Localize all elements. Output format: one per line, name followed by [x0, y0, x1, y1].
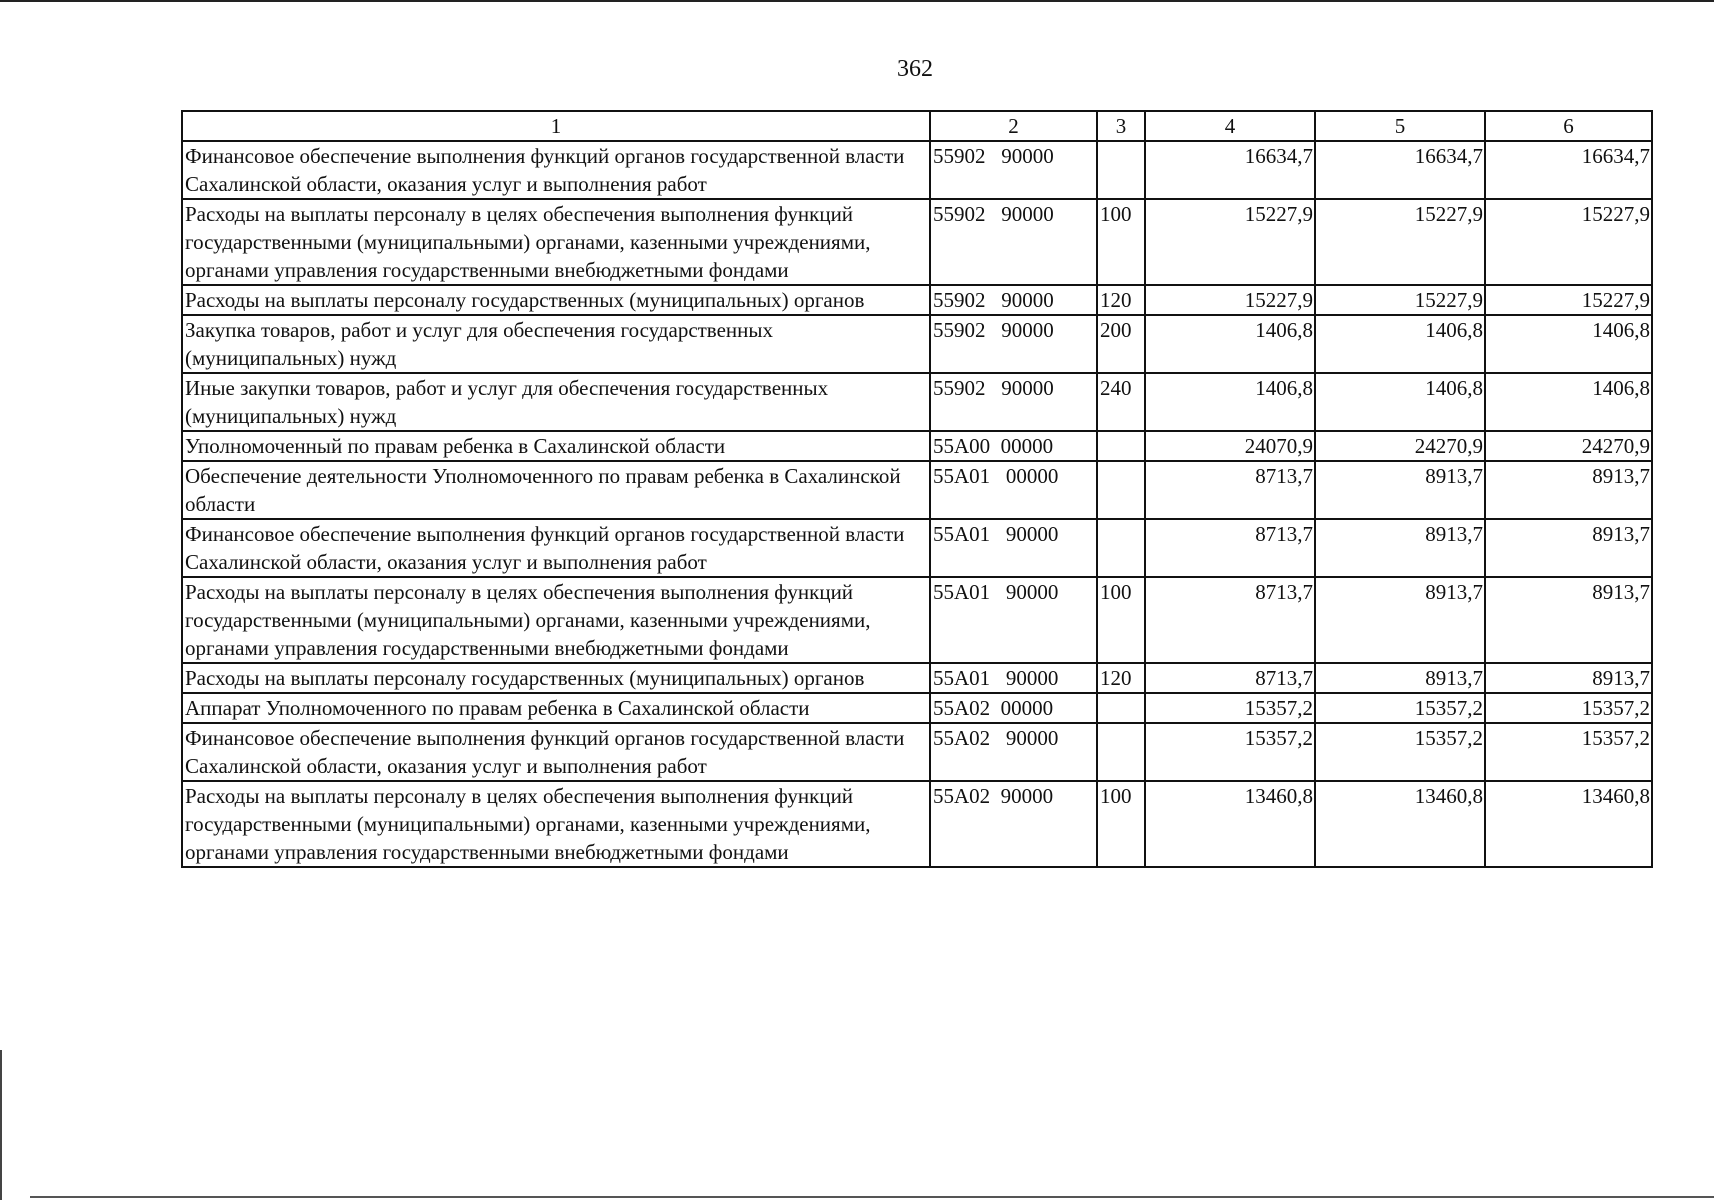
- row-code: 55A01 90000: [930, 519, 1097, 577]
- row-value-col4: 8713,7: [1145, 577, 1315, 663]
- page-border-left: [0, 1050, 2, 1200]
- row-value-col4: 24070,9: [1145, 431, 1315, 461]
- row-value-col5: 1406,8: [1315, 315, 1485, 373]
- row-value-col5: 8913,7: [1315, 663, 1485, 693]
- row-value-col4: 15357,2: [1145, 693, 1315, 723]
- row-expense-type: 100: [1097, 781, 1145, 867]
- table-header-row: [182, 111, 1652, 141]
- row-code: 55A01 90000: [930, 577, 1097, 663]
- row-value-col6: 16634,7: [1485, 141, 1652, 199]
- row-value-col5: 8913,7: [1315, 519, 1485, 577]
- row-value-col5: 8913,7: [1315, 461, 1485, 519]
- row-value-col5: 1406,8: [1315, 373, 1485, 431]
- row-value-col6: 8913,7: [1485, 461, 1652, 519]
- table-row: [182, 141, 1652, 199]
- row-value-col4: 15227,9: [1145, 285, 1315, 315]
- header-col-2: 2: [930, 111, 1097, 141]
- row-name: Расходы на выплаты персоналу государственных (муниципальных) органов: [182, 663, 930, 693]
- page-border-bottom: [30, 1196, 1714, 1198]
- page-border-top: [0, 0, 1714, 2]
- table-row: [182, 781, 1652, 867]
- row-value-col6: 8913,7: [1485, 577, 1652, 663]
- row-expense-type: [1097, 141, 1145, 199]
- row-code: 55902 90000: [930, 373, 1097, 431]
- table-row: [182, 315, 1652, 373]
- row-value-col5: 15227,9: [1315, 285, 1485, 315]
- row-value-col4: 16634,7: [1145, 141, 1315, 199]
- table-row: [182, 461, 1652, 519]
- row-code: 55A02 90000: [930, 781, 1097, 867]
- row-name: Расходы на выплаты персоналу в целях обеспечения выполнения функций государственными (муниципальными) органами, казенными учреждениями, органами управления государственными внебюджетными фондами: [182, 577, 930, 663]
- row-value-col5: 15357,2: [1315, 723, 1485, 781]
- row-value-col5: 15357,2: [1315, 693, 1485, 723]
- table-row: [182, 693, 1652, 723]
- row-value-col4: 1406,8: [1145, 315, 1315, 373]
- row-name: Аппарат Уполномоченного по правам ребенка в Сахалинской области: [182, 693, 930, 723]
- row-value-col6: 15227,9: [1485, 285, 1652, 315]
- row-code: 55902 90000: [930, 199, 1097, 285]
- row-name: Иные закупки товаров, работ и услуг для обеспечения государственных (муниципальных) нужд: [182, 373, 930, 431]
- row-value-col5: 15227,9: [1315, 199, 1485, 285]
- row-expense-type: [1097, 431, 1145, 461]
- row-expense-type: 240: [1097, 373, 1145, 431]
- row-value-col6: 8913,7: [1485, 519, 1652, 577]
- row-value-col4: 8713,7: [1145, 461, 1315, 519]
- row-value-col6: 13460,8: [1485, 781, 1652, 867]
- row-value-col6: 15357,2: [1485, 723, 1652, 781]
- row-name: Финансовое обеспечение выполнения функций органов государственной власти Сахалинской области, оказания услуг и выполнения работ: [182, 141, 930, 199]
- row-code: 55A01 00000: [930, 461, 1097, 519]
- row-name: Расходы на выплаты персоналу в целях обеспечения выполнения функций государственными (муниципальными) органами, казенными учреждениями, органами управления государственными внебюджетными фондами: [182, 199, 930, 285]
- header-col-1: 1: [182, 111, 930, 141]
- row-code: 55902 90000: [930, 315, 1097, 373]
- row-value-col4: 15357,2: [1145, 723, 1315, 781]
- table-row: [182, 431, 1652, 461]
- row-expense-type: 120: [1097, 285, 1145, 315]
- row-expense-type: [1097, 461, 1145, 519]
- row-expense-type: 120: [1097, 663, 1145, 693]
- row-code: 55A01 90000: [930, 663, 1097, 693]
- row-value-col5: 13460,8: [1315, 781, 1485, 867]
- table-row: [182, 373, 1652, 431]
- table-row: [182, 199, 1652, 285]
- row-value-col6: 1406,8: [1485, 373, 1652, 431]
- row-code: 55902 90000: [930, 141, 1097, 199]
- row-name: Финансовое обеспечение выполнения функций органов государственной власти Сахалинской области, оказания услуг и выполнения работ: [182, 723, 930, 781]
- row-value-col5: 16634,7: [1315, 141, 1485, 199]
- table-row: [182, 723, 1652, 781]
- row-code: 55A00 00000: [930, 431, 1097, 461]
- row-value-col5: 24270,9: [1315, 431, 1485, 461]
- row-expense-type: [1097, 519, 1145, 577]
- row-name: Закупка товаров, работ и услуг для обеспечения государственных (муниципальных) нужд: [182, 315, 930, 373]
- row-name: Финансовое обеспечение выполнения функций органов государственной власти Сахалинской области, оказания услуг и выполнения работ: [182, 519, 930, 577]
- row-value-col6: 8913,7: [1485, 663, 1652, 693]
- row-value-col4: 15227,9: [1145, 199, 1315, 285]
- budget-table: [181, 110, 1653, 868]
- row-value-col4: 8713,7: [1145, 519, 1315, 577]
- row-value-col6: 15357,2: [1485, 693, 1652, 723]
- row-expense-type: [1097, 723, 1145, 781]
- row-expense-type: [1097, 693, 1145, 723]
- row-value-col4: 13460,8: [1145, 781, 1315, 867]
- row-value-col4: 1406,8: [1145, 373, 1315, 431]
- row-name: Расходы на выплаты персоналу в целях обеспечения выполнения функций государственными (муниципальными) органами, казенными учреждениями, органами управления государственными внебюджетными фондами: [182, 781, 930, 867]
- header-col-4: 4: [1145, 111, 1315, 141]
- table-row: [182, 285, 1652, 315]
- row-value-col6: 24270,9: [1485, 431, 1652, 461]
- row-name: Обеспечение деятельности Уполномоченного по правам ребенка в Сахалинской области: [182, 461, 930, 519]
- table-row: [182, 577, 1652, 663]
- row-value-col5: 8913,7: [1315, 577, 1485, 663]
- page-number: 362: [897, 56, 933, 82]
- table-row: [182, 663, 1652, 693]
- row-code: 55A02 00000: [930, 693, 1097, 723]
- header-col-6: 6: [1485, 111, 1652, 141]
- table-row: [182, 519, 1652, 577]
- header-col-3: 3: [1097, 111, 1145, 141]
- row-value-col4: 8713,7: [1145, 663, 1315, 693]
- row-expense-type: 200: [1097, 315, 1145, 373]
- row-code: 55902 90000: [930, 285, 1097, 315]
- row-code: 55A02 90000: [930, 723, 1097, 781]
- row-expense-type: 100: [1097, 577, 1145, 663]
- row-name: Расходы на выплаты персоналу государственных (муниципальных) органов: [182, 285, 930, 315]
- header-col-5: 5: [1315, 111, 1485, 141]
- row-value-col6: 1406,8: [1485, 315, 1652, 373]
- row-value-col6: 15227,9: [1485, 199, 1652, 285]
- row-name: Уполномоченный по правам ребенка в Сахалинской области: [182, 431, 930, 461]
- row-expense-type: 100: [1097, 199, 1145, 285]
